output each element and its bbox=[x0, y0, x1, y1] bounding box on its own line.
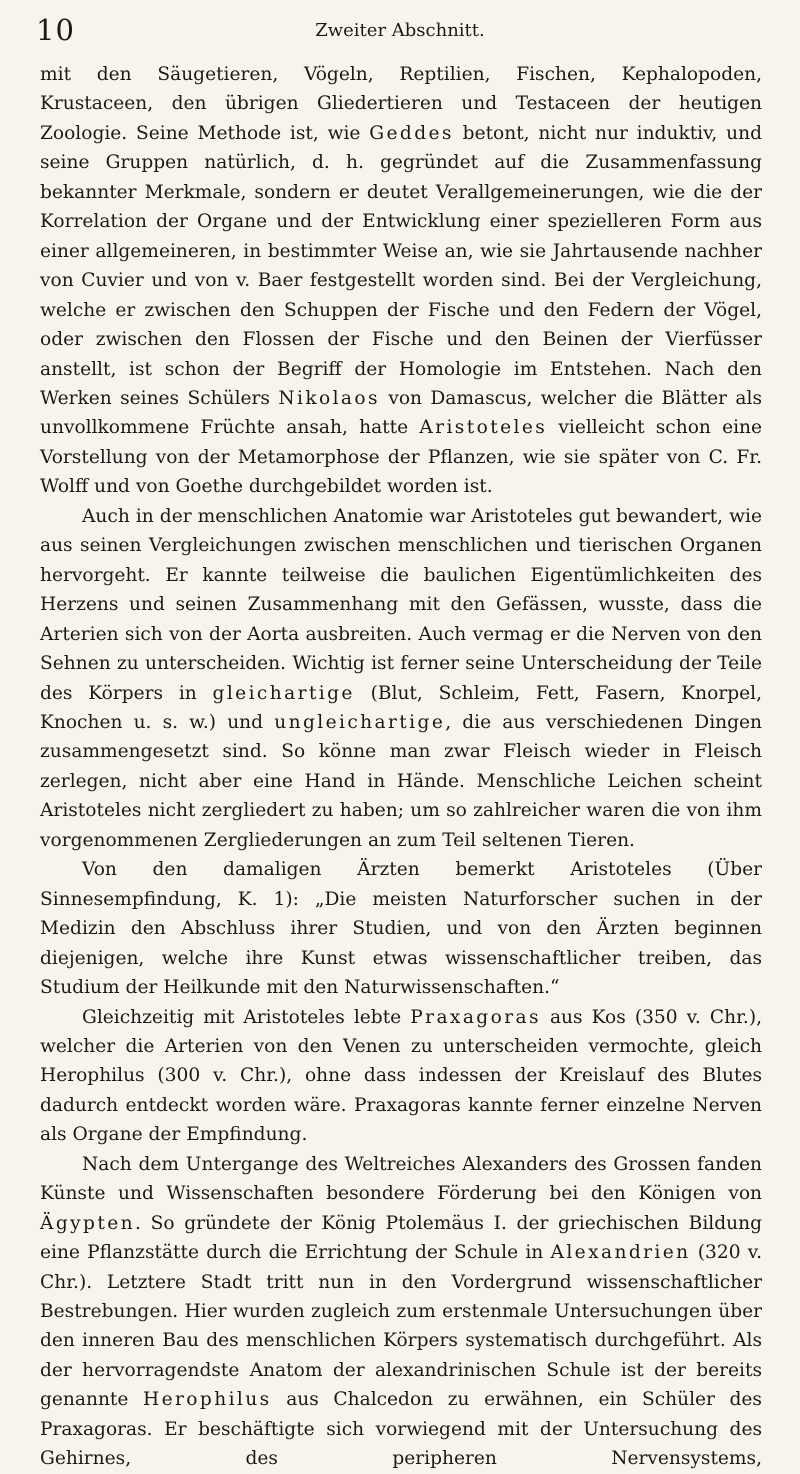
page-number: 10 bbox=[36, 13, 75, 47]
spaced-name: Geddes bbox=[369, 122, 454, 144]
paragraph-1: mit den Säugetieren, Vögeln, Reptilien, Fischen, Kephalopoden, Krustaceen, den übrigen Gliedertieren und Testaceen der heutigen Zoologie. Seine Methode ist, wie Geddes betont, nicht nur induktiv, und seine Gruppen natürlich, d. h. gegründet auf die Zusammenfassung bekannter Merkmale, sondern er deutet Verallgemeinerungen, wie die der Korrelation der Organe und der Entwicklung einer spezielleren Form aus einer allgemeineren, in bestimmter Weise an, wie sie Jahrtausende nachher von Cuvier und von v. Baer festgestellt worden sind. Bei der Vergleichung, welche er zwischen den Schuppen der Fische und den Federn der Vögel, oder zwischen den Flossen der Fische und den Beinen der Vierfüsser anstellt, ist schon der Begriff der Homologie im Entstehen. Nach den Werken seines Schülers Nikolaos von Damascus, welcher die Blätter als unvollkommene Früchte ansah, hatte Aristoteles vielleicht schon eine Vorstellung von der Metamorphose der Pflanzen, wie sie später von C. Fr. Wolff und von Goethe durchgebildet worden ist. bbox=[40, 64, 763, 498]
paragraph-5: Nach dem Untergange des Weltreiches Alexanders des Grossen fanden Künste und Wissenschaften besondere Förderung bei den Königen von Ägypten. So gründete der König Ptolemäus I. der griechischen Bildung eine Pflanzstätte durch die Errichtung der Schule in Alexandrien (320 v. Chr.). Letztere Stadt tritt nun in den Vordergrund wissenschaftlicher Bestrebungen. Hier wurden zugleich zum erstenmale Untersuchungen über den inneren Bau des menschlichen Körpers systematisch durchgeführt. Als der hervorragendste Anatom der alexandrinischen Schule ist der bereits genannte Herophilus aus Chalcedon zu erwähnen, ein Schüler des Praxagoras. Er beschäftigte sich vorwiegend mit der Untersuchung des Gehirnes, des peripheren Nervensystems, bbox=[40, 1153, 762, 1470]
paragraph-4: Gleichzeitig mit Aristoteles lebte Praxagoras aus Kos (350 v. Chr.), welcher die Arterien von den Venen zu unterscheiden vermochte, gleich Herophilus (300 v. Chr.), ohne dass indessen der Kreislauf des Blutes dadurch entdeckt worden wäre. Praxagoras kannte ferner einzelne Nerven als Organe der Empfindung. bbox=[40, 1006, 762, 1146]
spaced-name: Aristoteles bbox=[419, 417, 548, 439]
spaced-name: Nikolaos bbox=[278, 387, 380, 409]
spaced-name: Alexandrien bbox=[550, 1242, 691, 1264]
spaced-term: gleichartige bbox=[212, 682, 355, 704]
running-head: Zweiter Abschnitt. bbox=[315, 20, 485, 41]
paragraph-2: Auch in der menschlichen Anatomie war Aristoteles gut bewandert, wie aus seinen Vergleichungen zwischen menschlichen und tierischen Organen hervorgeht. Er kannte teilweise die baulichen Eigentümlichkeiten des Herzens und seinen Zusammenhang mit den Gefässen, wusste, dass die Arterien sich von der Aorta ausbreiten. Auch vermag er die Nerven von den Sehnen zu unterscheiden. Wichtig ist ferner seine Unterscheidung der Teile des Körpers in gleichartige (Blut, Schleim, Fett, Fasern, Knorpel, Knochen u. s. w.) und ungleichartige, die aus verschiedenen Dingen zusammengesetzt sind. So könne man zwar Fleisch wieder in Fleisch zerlegen, nicht aber eine Hand in Hände. Menschliche Leichen scheint Aristoteles nicht zergliedert zu haben; um so zahlreicher waren die von ihm vorgenommenen Zergliederungen an zum Teil seltenen Tieren. bbox=[40, 505, 763, 851]
paragraph-3: Von den damaligen Ärzten bemerkt Aristoteles (Über Sinnesempfindung, K. 1): „Die meisten Naturforscher suchen in der Medizin den Abschluss ihrer Studien, und von den Ärzten beginnen diejenigen, welche ihre Kunst etwas wissenschaftlicher treiben, das Studium der Heilkunde mit den Naturwissenschaften.“ bbox=[40, 859, 762, 999]
spaced-term: ungleichartige bbox=[274, 711, 446, 733]
spaced-name: Praxagoras bbox=[410, 1006, 541, 1028]
body-text bbox=[40, 60, 762, 1474]
page-header bbox=[36, 8, 764, 52]
spaced-name: Ägypten bbox=[40, 1212, 135, 1234]
spaced-name: Herophilus bbox=[143, 1389, 272, 1411]
